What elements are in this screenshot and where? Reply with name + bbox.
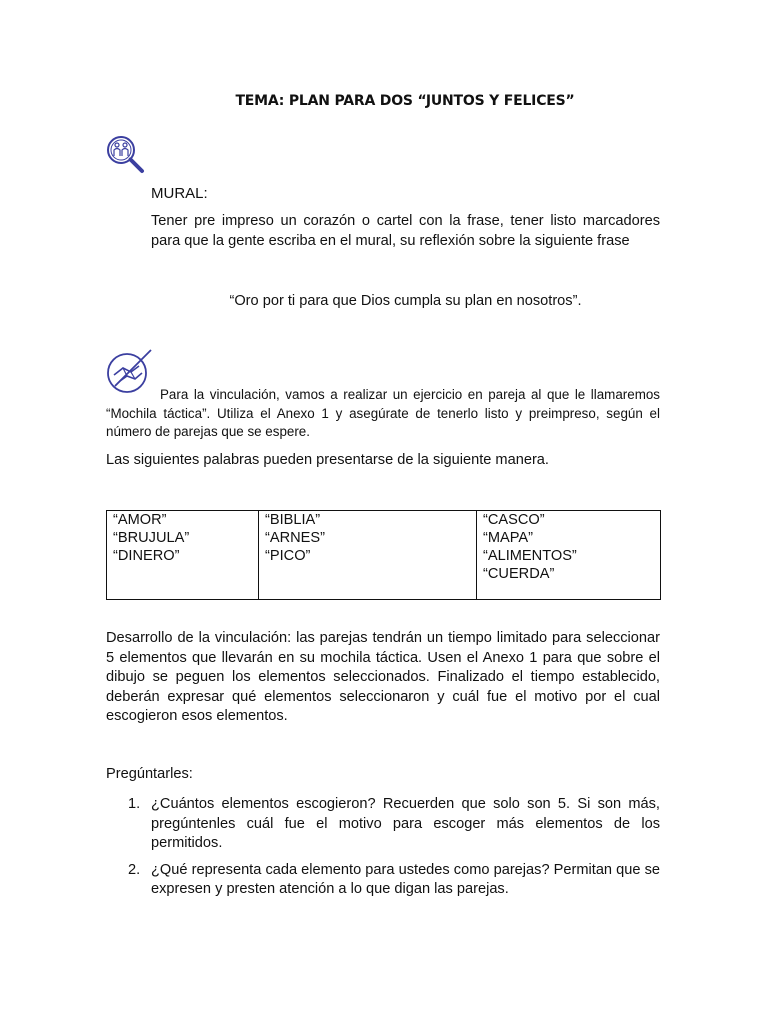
development-paragraph: Desarrollo de la vinculación: las parejas tendrán un tiempo limitado para seleccionar 5 elementos que llevarán en su mochila táctica. Usen el Anexo 1 para que sobre el dibujo se peguen los elementos seleccionados. Finalizado el tiempo establecido, deberán expresar qué elementos seleccionaron y cuál fue el motivo por el cual escogieron esos elementos. <box>106 630 660 724</box>
words-column-2 <box>259 511 477 600</box>
mural-quote: “Oro por ti para que Dios cumpla su plan en nosotros”. <box>229 293 582 309</box>
list-item-text: ¿Qué representa cada elemento para ustedes como parejas? Permitan que se expresen y presten atención a lo que digan las parejas. <box>151 861 660 897</box>
questions-heading: Pregúntarles: <box>106 766 193 782</box>
word-cell: “AMOR” <box>113 512 167 528</box>
words-column-3 <box>477 511 661 600</box>
word-cell: “BIBLIA” <box>265 512 321 528</box>
word-cell: “PICO” <box>265 548 311 564</box>
magnifier-people-icon <box>104 133 146 175</box>
vinculacion-intro: Para la vinculación, vamos a realizar un ejercicio en pareja al que le llamaremos “Mochila táctica”. Utiliza el Anexo 1 y asegúrate de tenerlo listo y preimpreso, según el número de parejas que se espere. <box>106 387 660 439</box>
word-cell: “CUERDA” <box>483 566 555 582</box>
list-item-number: 2. <box>128 861 141 878</box>
word-cell: “ARNES” <box>265 530 325 546</box>
word-cell: “CASCO” <box>483 512 545 528</box>
questions-list <box>106 795 660 907</box>
words-table <box>106 510 661 600</box>
words-intro: Las siguientes palabras pueden presentarse de la siguiente manera. <box>106 452 549 468</box>
list-item <box>106 861 660 900</box>
word-cell: “DINERO” <box>113 548 180 564</box>
word-cell: “ALIMENTOS” <box>483 548 577 564</box>
mural-body: Tener pre impreso un corazón o cartel con la frase, tener listo marcadores para que la gente escriba en el mural, su reflexión sobre la siguiente frase <box>151 213 660 249</box>
page-title: TEMA: PLAN PARA DOS “JUNTOS Y FELICES” <box>235 93 575 109</box>
words-column-1 <box>107 511 259 600</box>
mural-heading: MURAL: <box>151 185 208 202</box>
list-item-text: ¿Cuántos elementos escogieron? Recuerden que solo son 5. Si son más, pregúntenles cuál fue el motivo para escoger más elementos de los permitidos. <box>151 796 660 851</box>
word-cell: “BRUJULA” <box>113 530 190 546</box>
list-item <box>106 795 660 854</box>
list-item-number: 1. <box>128 796 141 812</box>
word-cell: “MAPA” <box>483 530 533 546</box>
